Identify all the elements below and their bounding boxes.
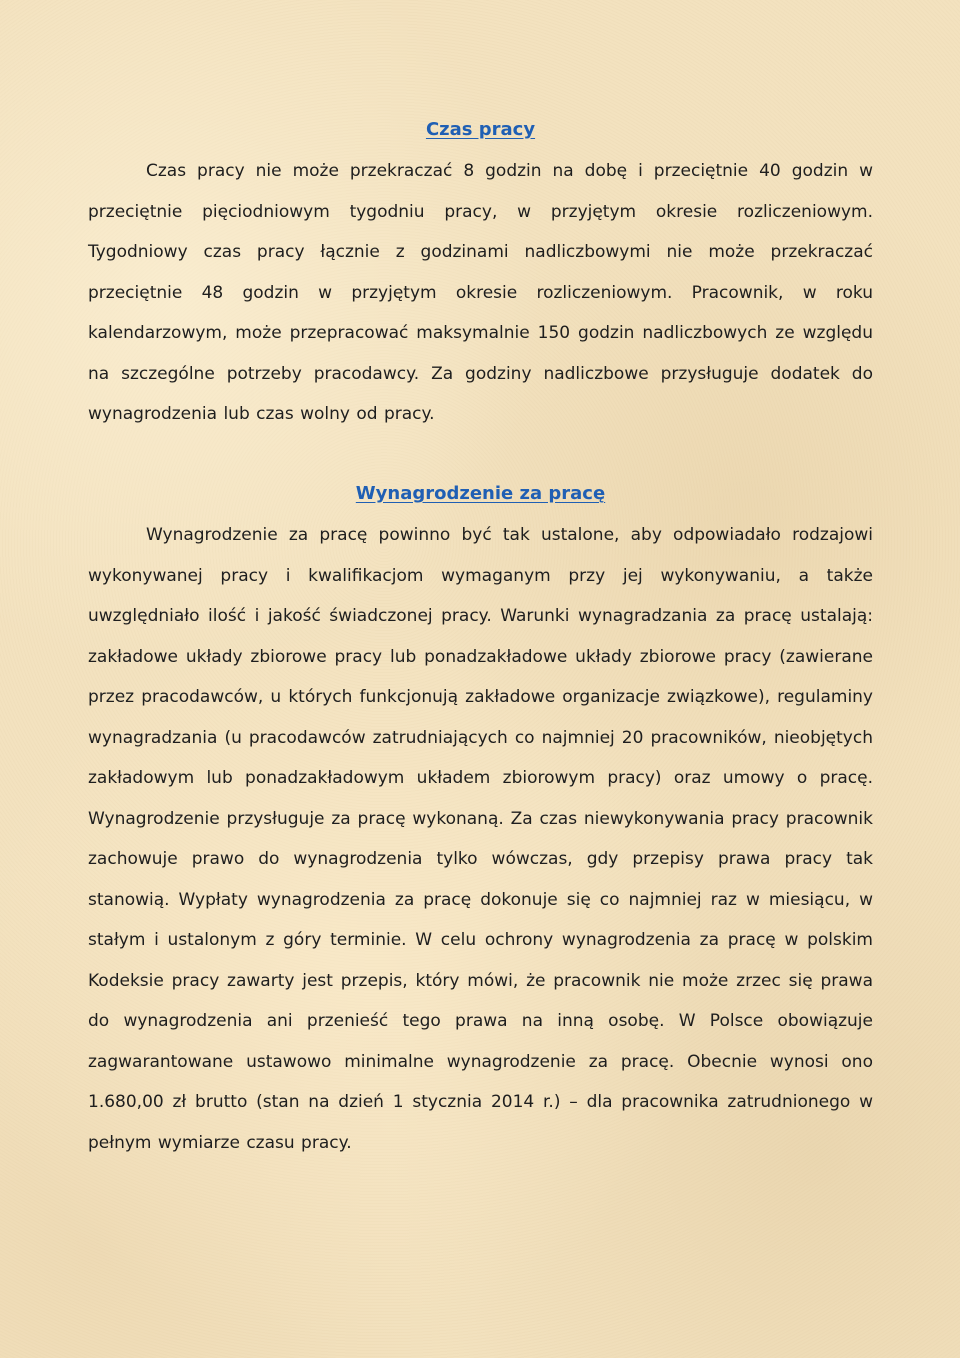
paragraph-czas-pracy: Czas pracy nie może przekraczać 8 godzin na dobę i przeciętnie 40 godzin w przeciętnie pięciodniowym tygodniu pracy, w przyjętym okresie rozliczeniowym. Tygodniowy czas pracy łącznie z godzinami nadliczbowymi nie może przekraczać przeciętnie 48 godzin w przyjętym okresie rozliczeniowym. Pracownik, w roku kalendarzowym, może przepracować maksymalnie 150 godzin nadliczbowych ze względu na szczególne potrzeby pracodawcy. Za godziny nadliczbowe przysługuje dodatek do wynagrodzenia lub czas wolny od pracy.: [88, 161, 873, 424]
section-heading-czas-pracy: Czas pracy: [425, 119, 536, 140]
paragraph-wynagrodzenie: Wynagrodzenie za pracę powinno być tak ustalone, aby odpowiadało rodzajowi wykonywanej pracy i kwalifikacjom wymaganym przy jej wykonywaniu, a także uwzględniało ilość i jakość świadczonej pracy. Warunki wynagradzania za pracę ustalają: zakładowe układy zbiorowe pracy lub ponadzakładowe układy zbiorowe pracy (zawierane przez pracodawców, u których funkcjonują zakładowe organizacje związkowe), regulaminy wynagradzania (u pracodawców zatrudniających co najmniej 20 pracowników, nieobjętych zakładowym lub ponadzakładowym układem zbiorowym pracy) oraz umowy o pracę. Wynagrodzenie przysługuje za pracę wykonaną. Za czas niewykonywania pracy pracownik zachowuje prawo do wynagrodzenia tylko wówczas, gdy przepisy prawa pracy tak stanowią. Wypłaty wynagrodzenia za pracę dokonuje się co najmniej raz w miesiącu, w stałym i ustalonym z góry terminie. W celu ochrony wynagrodzenia za pracę w polskim Kodeksie pracy zawarty jest przepis, który mówi, że pracownik nie może zrzec się prawa do wynagrodzenia ani przenieść tego prawa na inną osobę. W Polsce obowiązuje zagwarantowane ustawowo minimalne wynagrodzenie za pracę. Obecnie wynosi ono 1.680,00 zł brutto (stan na dzień 1 stycznia 2014 r.) – dla pracownika zatrudnionego w pełnym wymiarze czasu pracy.: [88, 525, 873, 1153]
section-heading-wynagrodzenie: Wynagrodzenie za pracę: [355, 483, 606, 504]
